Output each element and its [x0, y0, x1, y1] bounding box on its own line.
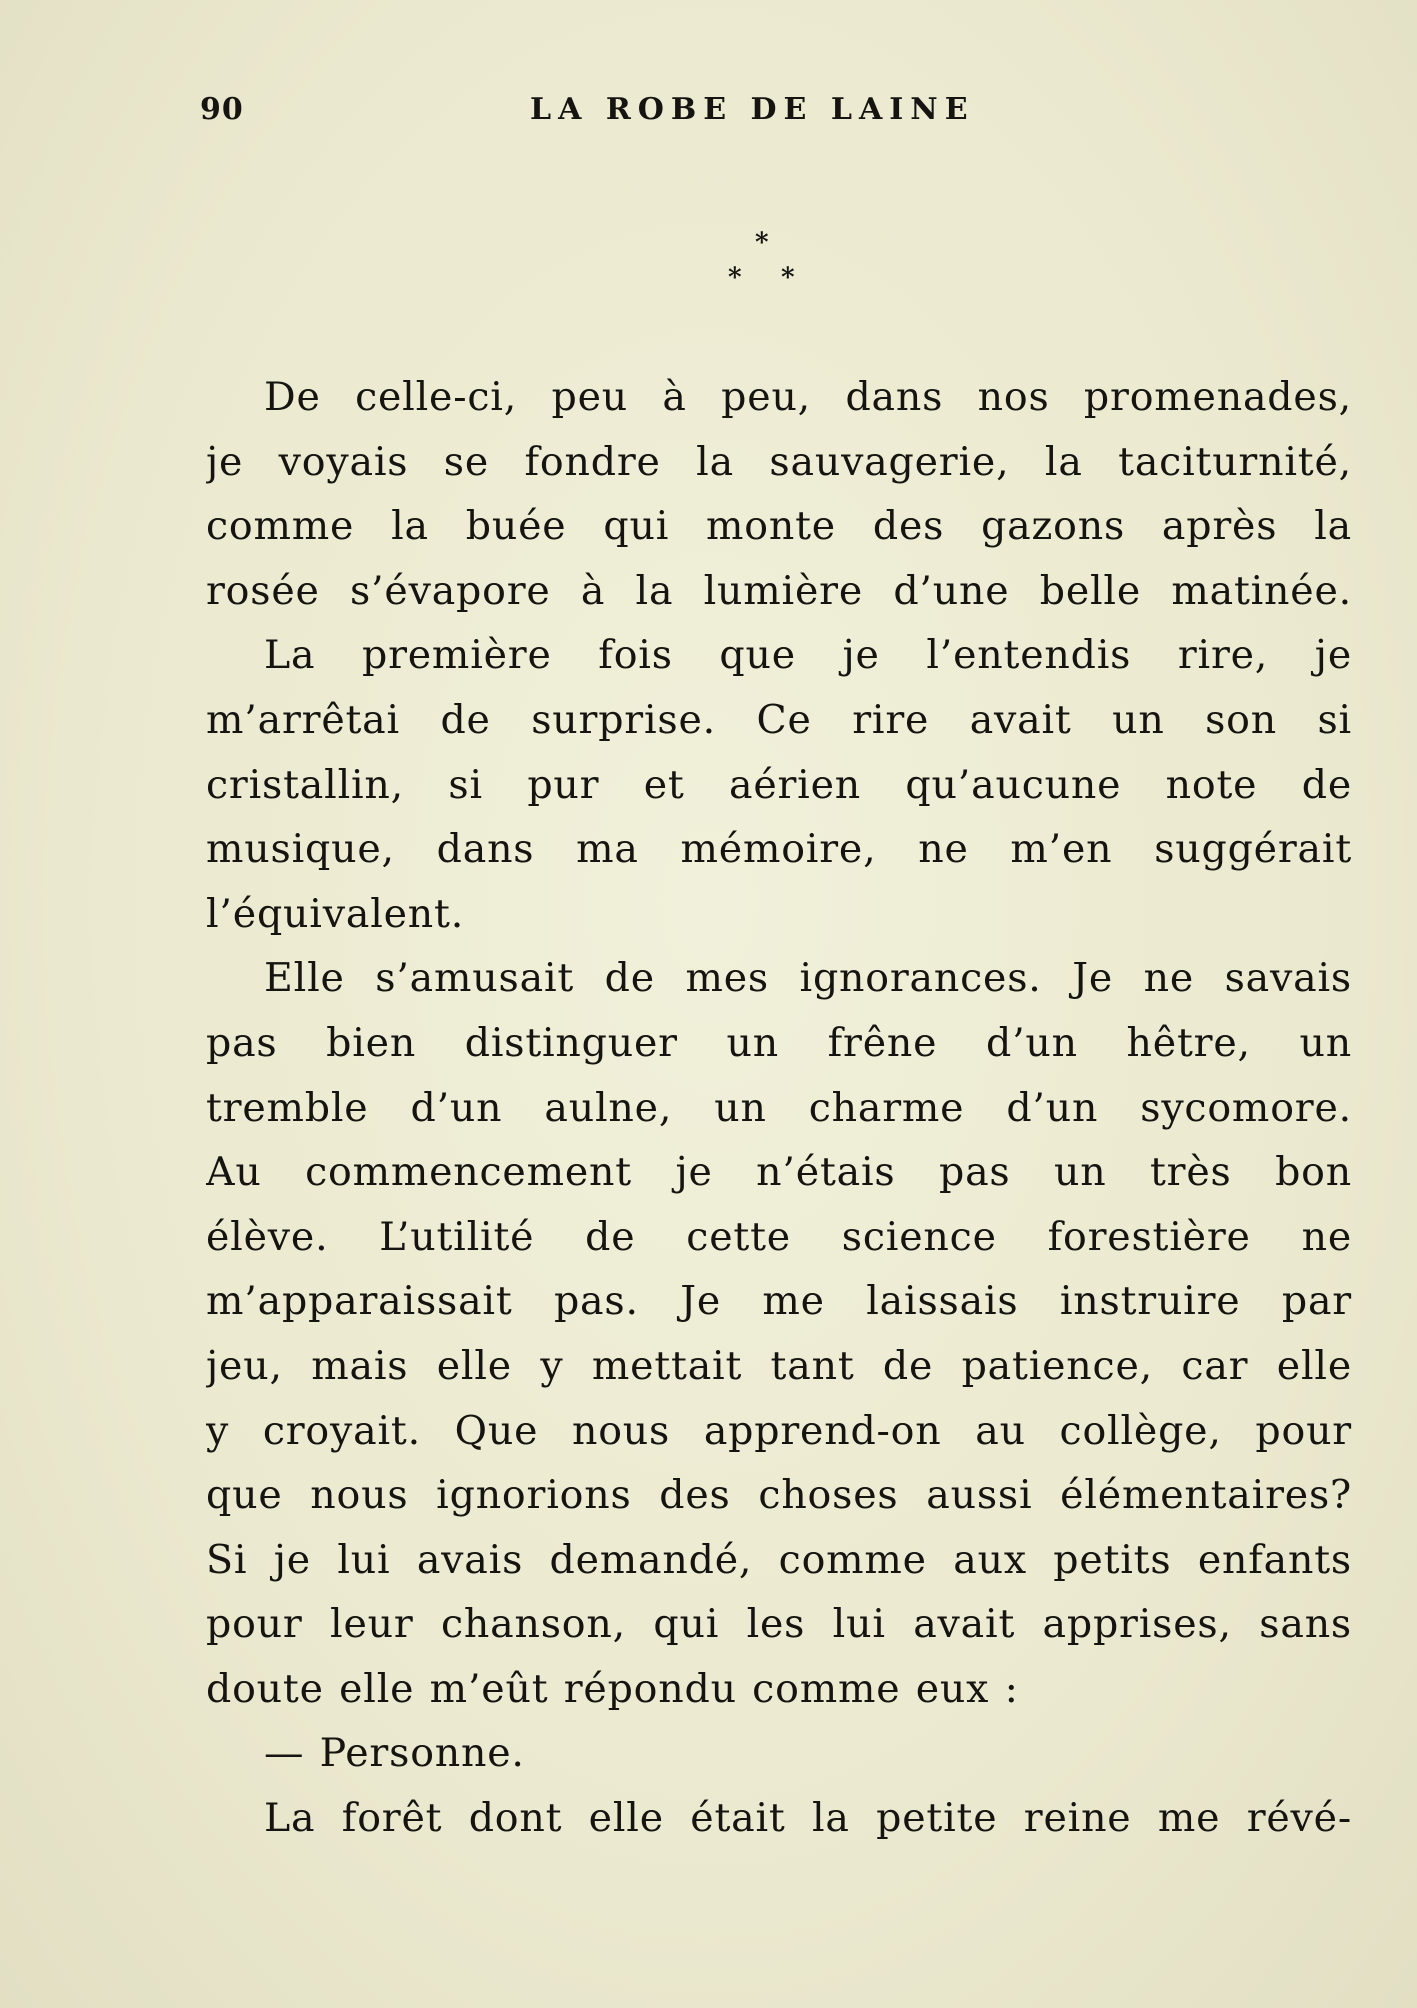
text-line: comme la buée qui monte des gazons après la: [206, 503, 1352, 550]
text-line: pour leur chanson, qui les lui avait apprises, sans: [206, 1601, 1352, 1648]
text-line: Au commencement je n’étais pas un très bon: [206, 1149, 1352, 1196]
text-line: — Personne.: [264, 1730, 525, 1777]
text-line: La première fois que je l’entendis rire, je: [264, 632, 1352, 679]
text-line: doute elle m’eût répondu comme eux :: [206, 1665, 1019, 1712]
text-line: De celle-ci, peu à peu, dans nos promenades,: [264, 374, 1352, 420]
text-line: cristallin, si pur et aérien qu’aucune note de: [206, 761, 1352, 808]
body-text: [206, 365, 1352, 1851]
asterism-star-left: *: [728, 263, 742, 293]
page-number: 90: [200, 92, 244, 127]
text-line: musique, dans ma mémoire, ne m’en suggérait: [206, 826, 1352, 873]
text-line: Si je lui avais demandé, comme aux petits enfants: [206, 1536, 1352, 1583]
page-header: [200, 92, 1120, 142]
running-title: LA ROBE DE LAINE: [530, 92, 975, 127]
text-line: m’apparaissait pas. Je me laissais instruire par: [206, 1278, 1352, 1325]
text-line: La forêt dont elle était la petite reine me révé-: [264, 1795, 1352, 1842]
text-line: rosée s’évapore à la lumière d’une belle matinée.: [206, 567, 1352, 614]
text-line: que nous ignorions des choses aussi élémentaires?: [206, 1472, 1352, 1519]
text-line: tremble d’un aulne, un charme d’un sycomore.: [206, 1084, 1352, 1131]
text-line: je voyais se fondre la sauvagerie, la taciturnité,: [206, 438, 1352, 485]
asterism-star-right: *: [781, 263, 795, 293]
text-line: y croyait. Que nous apprend-on au collège, pour: [206, 1407, 1352, 1454]
text-line: élève. L’utilité de cette science forestière ne: [206, 1213, 1352, 1260]
asterism-star-top: *: [755, 228, 769, 258]
asterism-separator: [725, 228, 815, 308]
text-line: jeu, mais elle y mettait tant de patience, car elle: [206, 1342, 1352, 1389]
text-line: pas bien distinguer un frêne d’un hêtre, un: [206, 1019, 1352, 1066]
text-line: Elle s’amusait de mes ignorances. Je ne savais: [264, 955, 1352, 1002]
text-line: m’arrêtai de surprise. Ce rire avait un son si: [206, 696, 1352, 743]
text-line: l’équivalent.: [206, 890, 465, 937]
